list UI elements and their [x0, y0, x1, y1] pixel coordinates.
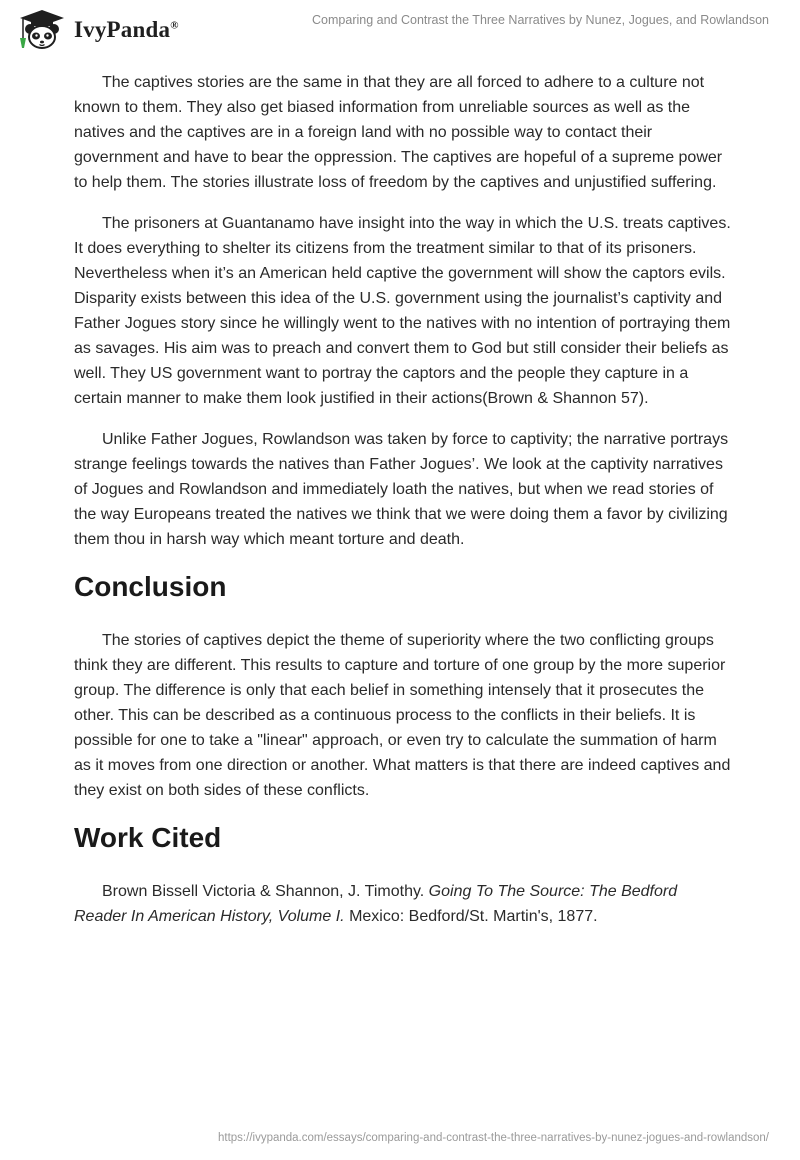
citation-entry — [74, 879, 734, 929]
paragraph: The captives stories are the same in that they are all forced to adhere to a culture not known to them. They also get biased information from unreliable sources as well as the natives and the captives are in a foreign land with no possible way to contact their government and have to bear the oppression. The captives are hopeful of a supreme power to help them. The stories illustrate loss of freedom by the captives and unjustified suffering. — [74, 74, 723, 191]
ivypanda-logo[interactable] — [14, 8, 179, 52]
paragraph: Unlike Father Jogues, Rowlandson was taken by force to captivity; the narrative portrays strange feelings towards the natives than Father Jogues’. We look at the captivity narratives of Jogues and Rowlandson and immediately loath the natives, but when we read stories of the way Europeans treated the natives we think that we were doing them a favor by civilizing them thou in harsh way which meant torture and death. — [74, 431, 729, 548]
page-header — [0, 0, 800, 60]
source-url[interactable]: https://ivypanda.com/essays/comparing-and-contrast-the-three-narratives-by-nunez-jogues-and-rowlandson/ — [218, 1132, 769, 1144]
paragraph: The prisoners at Guantanamo have insight into the way in which the U.S. treats captives. It does everything to shelter its citizens from the treatment similar to that of its prisoners. Nevertheless when it’s an American held captive the government will show the captors evils. Disparity exists between this idea of the U.S. government using the journalist’s captivity and Father Jogues story since he willingly went to the natives with no intention of portraying them as savages. His aim was to preach and convert them to God but still consider their beliefs as well. They US government want to portray the captors and the people they capture in a certain manner to make them look justified in their actions(Brown & Shannon 57). — [74, 215, 731, 407]
panda-graduate-icon — [14, 8, 70, 52]
citation-publisher: Mexico: Bedford/St. Martin's, 1877. — [344, 908, 598, 925]
conclusion-heading: Conclusion — [74, 571, 227, 602]
document-title: Comparing and Contrast the Three Narratives by Nunez, Jogues, and Rowlandson — [312, 13, 769, 27]
brand-name: IvyPanda® — [74, 17, 179, 42]
citation-authors: Brown Bissell Victoria & Shannon, J. Timothy. — [102, 883, 429, 900]
work-cited-heading: Work Cited — [74, 822, 222, 853]
citation-book-title: Going To The Source: The Bedford Reader In American History, Volume I. — [74, 883, 678, 925]
essay-body — [74, 70, 734, 945]
conclusion-paragraph: The stories of captives depict the theme of superiority where the two conflicting groups think they are different. This results to capture and torture of one group by the more superior group. The difference is only that each belief in something intensely that it prosecutes the other. This can be described as a continuous process to the conflicts in their beliefs. It is possible for one to take a "linear" approach, or even try to calculate the summation of harm as it moves from one direction or another. What matters is that there are indeed captives and they exist on both sides of these conflicts. — [74, 632, 731, 799]
